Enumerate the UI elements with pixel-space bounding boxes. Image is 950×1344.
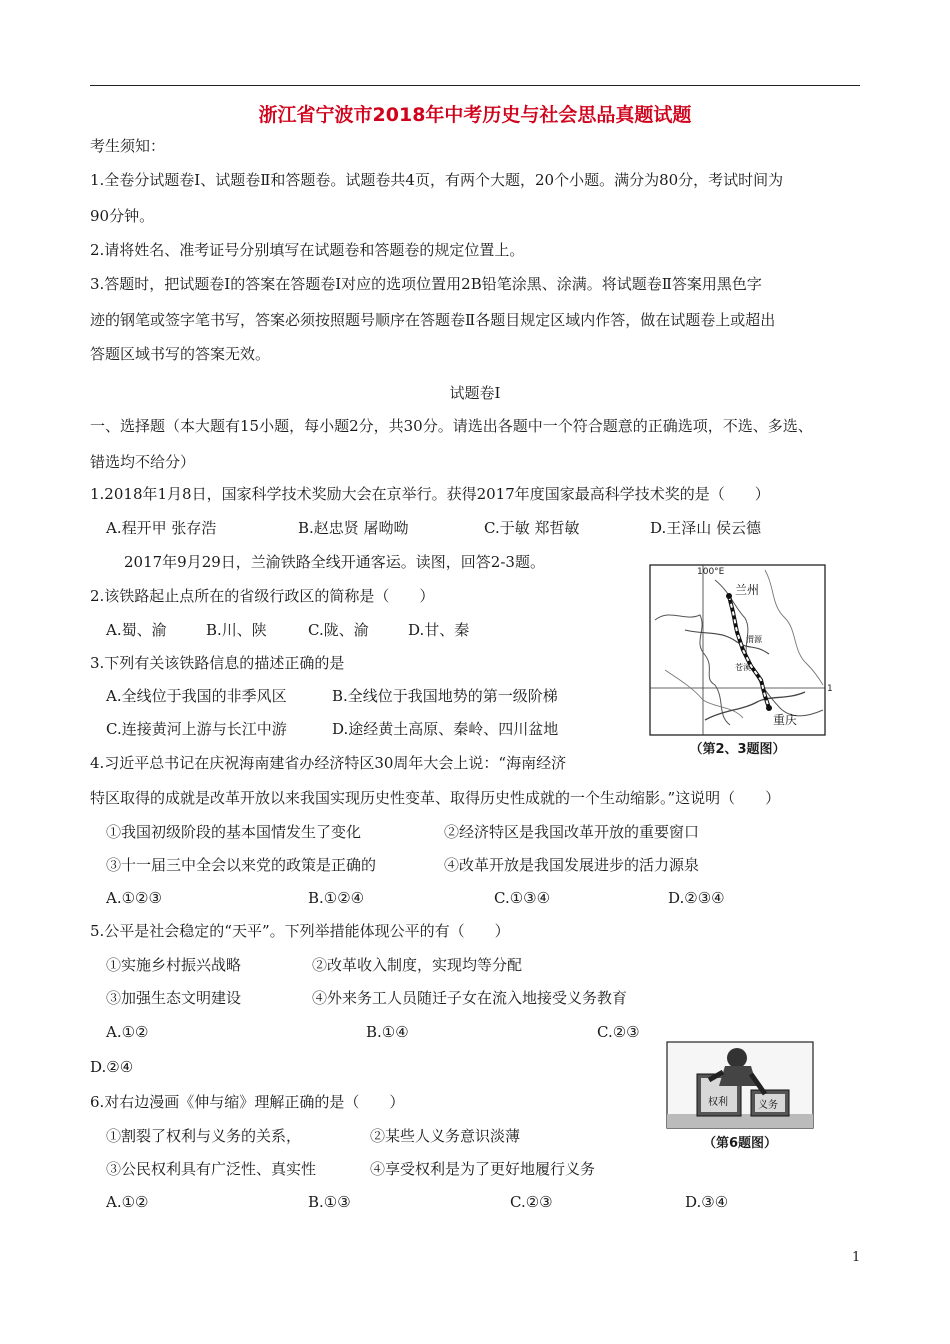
map-caption: （第2、3题图） <box>689 742 786 757</box>
notice-line: 1.全卷分试题卷Ⅰ、试题卷Ⅱ和答题卷。试题卷共4页，有两个大题，20个小题。满分为80分，考试时间为 <box>90 171 784 189</box>
q4-option-b: B.①②④ <box>308 889 365 907</box>
cartoon-duty-label: 义务 <box>758 1100 778 1111</box>
q5-option-d: D.②④ <box>90 1058 134 1076</box>
map-longitude-label: 100°E <box>697 567 725 577</box>
q5-item: ②改革收入制度，实现均等分配 <box>312 956 523 974</box>
cartoon-rights-label: 权利 <box>708 1097 728 1108</box>
notice-line: 3.答题时，把试题卷Ⅰ的答案在答题卷Ⅰ对应的选项位置用2B铅笔涂黑、涂满。将试题卷Ⅱ答案用黑色字 <box>90 275 762 293</box>
q4-item: ①我国初级阶段的基本国情发生了变化 <box>106 823 362 841</box>
question-4-stem: 4.习近平总书记在庆祝海南建省办经济特区30周年大会上说：“海南经济 <box>90 754 567 772</box>
q4-item: ③十一届三中全会以来党的政策是正确的 <box>106 856 377 874</box>
q6-item: ②某些人义务意识淡薄 <box>370 1127 521 1145</box>
page-title: 浙江省宁波市2018年中考历史与社会思品真题试题 <box>258 104 692 126</box>
q1-option-c: C.于敏 郑哲敏 <box>484 519 580 537</box>
q4-option-a: A.①②③ <box>106 889 162 907</box>
q1-option-a: A.程开甲 张存浩 <box>106 519 217 537</box>
map-city-chongqing: 重庆 <box>773 713 798 727</box>
q6-item: ④享受权利是为了更好地履行义务 <box>370 1160 596 1178</box>
notice-heading: 考生须知： <box>90 137 166 155</box>
notice-line: 90分钟。 <box>90 207 155 225</box>
q3-option-c: C.连接黄河上游与长江中游 <box>106 720 287 738</box>
map-edge-label: 1 <box>827 684 833 694</box>
q4-item: ④改革开放是我国发展进步的活力源泉 <box>444 856 700 874</box>
section-heading: 试题卷Ⅰ <box>449 384 501 402</box>
railway-map-figure <box>645 560 833 760</box>
q2-option-c: C.陇、渝 <box>308 621 369 639</box>
q6-option-d: D.③④ <box>685 1193 729 1211</box>
q4-option-c: C.①③④ <box>494 889 551 907</box>
q4-item: ②经济特区是我国改革开放的重要窗口 <box>444 823 700 841</box>
q3-option-d: D.途经黄土高原、秦岭、四川盆地 <box>332 720 559 738</box>
notice-line: 迹的钢笔或签字笔书写，答案必须按照题号顺序在答题卷Ⅱ各题目规定区域内作答，做在试题卷上或超出 <box>90 311 776 329</box>
q6-option-c: C.②③ <box>510 1193 553 1211</box>
question-4-stem-cont: 特区取得的成就是改革开放以来我国实现历史性变革、取得历史性成就的一个生动缩影。”这说明（ ） <box>90 789 781 807</box>
notice-line: 2.请将姓名、准考证号分别填写在试题卷和答题卷的规定位置上。 <box>90 241 525 259</box>
q5-item: ③加强生态文明建设 <box>106 989 242 1007</box>
q3-option-b: B.全线位于我国地势的第一级阶梯 <box>332 687 558 705</box>
q23-lead: 2017年9月29日，兰渝铁路全线开通客运。读图，回答2-3题。 <box>124 553 545 571</box>
map-city-weiyuan: 渭源 <box>746 635 762 644</box>
q5-option-b: B.①④ <box>366 1023 409 1041</box>
q5-option-c: C.②③ <box>597 1023 640 1041</box>
q5-item: ①实施乡村振兴战略 <box>106 956 242 974</box>
q2-option-d: D.甘、秦 <box>408 621 470 639</box>
cartoon-caption: （第6题图） <box>702 1136 778 1151</box>
q6-option-a: A.①② <box>106 1193 149 1211</box>
q6-item: ③公民权利具有广泛性、真实性 <box>106 1160 317 1178</box>
q6-item: ①割裂了权利与义务的关系， <box>106 1127 302 1145</box>
q5-option-a: A.①② <box>106 1023 149 1041</box>
q1-option-b: B.赵忠贤 屠呦呦 <box>298 519 409 537</box>
section-intro: 一、选择题（本大题有15小题，每小题2分，共30分。请选出各题中一个符合题意的正确选项，不选、多选、 <box>90 417 813 435</box>
section-intro: 错选均不给分） <box>90 453 196 471</box>
railway-map <box>645 560 833 760</box>
notice-line: 答题区域书写的答案无效。 <box>90 345 271 363</box>
question-3-stem: 3.下列有关该铁路信息的描述正确的是 <box>90 654 345 672</box>
cartoon-image <box>665 1040 815 1130</box>
page-number: 1 <box>852 1250 861 1265</box>
q1-option-d: D.王泽山 侯云德 <box>650 519 762 537</box>
question-2-stem: 2.该铁路起止点所在的省级行政区的简称是（ ） <box>90 587 435 605</box>
map-city-lanzhou: 兰州 <box>735 583 760 597</box>
cartoon-figure <box>665 1040 815 1150</box>
q4-option-d: D.②③④ <box>668 889 725 907</box>
question-5-stem: 5.公平是社会稳定的“天平”。下列举措能体现公平的有（ ） <box>90 922 510 940</box>
top-rule <box>90 85 860 86</box>
map-city-cangxi: 苍溪 <box>735 663 751 672</box>
q2-option-b: B.川、陕 <box>206 621 267 639</box>
q5-item: ④外来务工人员随迁子女在流入地接受义务教育 <box>312 989 628 1007</box>
q2-option-a: A.蜀、渝 <box>106 621 167 639</box>
question-1-stem: 1.2018年1月8日，国家科学技术奖励大会在京举行。获得2017年度国家最高科学技术奖的是（ ） <box>90 485 770 503</box>
question-6-stem: 6.对右边漫画《伸与缩》理解正确的是（ ） <box>90 1093 405 1111</box>
q3-option-a: A.全线位于我国的非季风区 <box>106 687 287 705</box>
q6-option-b: B.①③ <box>308 1193 351 1211</box>
